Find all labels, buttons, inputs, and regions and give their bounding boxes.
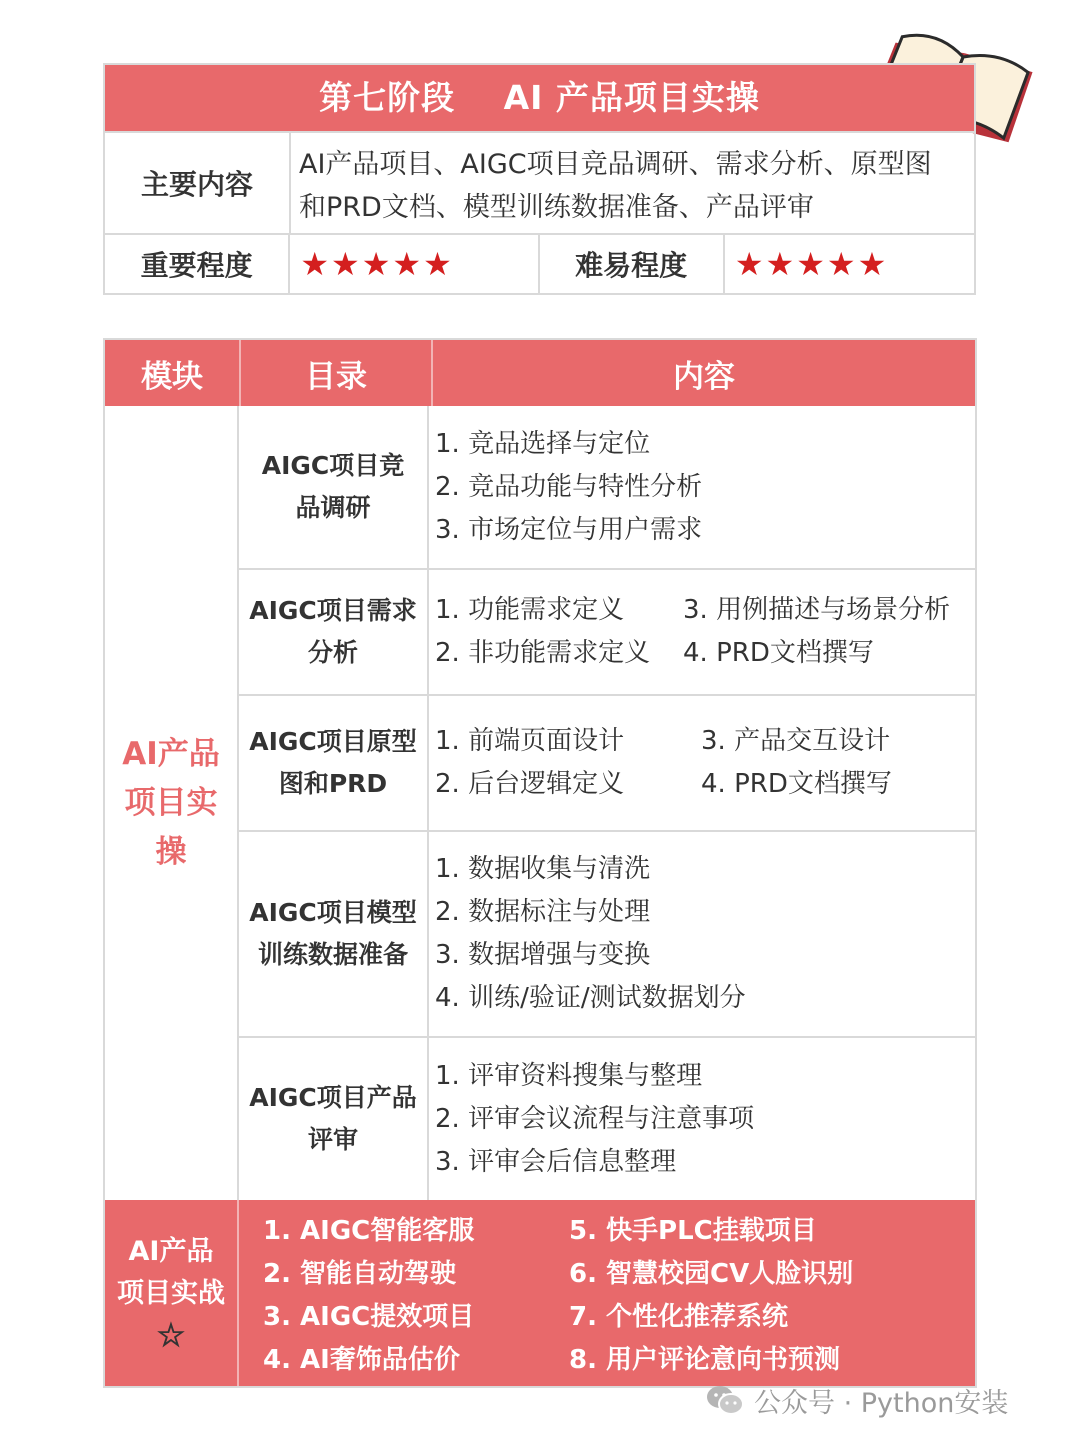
watermark-text: 公众号 · Python安装 [754,1387,1009,1419]
list-item: 2. 非功能需求定义 [435,638,651,668]
list-item: 3. 产品交互设计 [701,726,891,756]
list-item: 1. 前端页面设计 [435,726,625,756]
header-catalog: 目录 [241,340,433,406]
list-item: 2. 后台逻辑定义 [435,769,625,799]
row-title: AIGC项目原型 图和PRD [239,696,429,830]
table-row [239,1038,975,1200]
practice-item: 5. 快手PLC挂载项目 [569,1216,817,1246]
row-title: AIGC项目竞 品调研 [239,406,429,568]
table-row [239,570,975,696]
list-item: 2. 评审会议流程与注意事项 [435,1103,755,1134]
list-item: 1. 竞品选择与定位 [435,428,651,459]
star-icon: ☆ [156,1316,186,1354]
list-item: 4. PRD文档撰写 [701,769,892,799]
header-module: 模块 [105,340,241,406]
practice-label-line: AI产品 [128,1236,214,1267]
row-title: AIGC项目模型 训练数据准备 [239,832,429,1036]
practice-item: 7. 个性化推荐系统 [569,1302,789,1332]
practice-item: 1. AIGC智能客服 [263,1216,475,1246]
watermark [706,1380,1008,1420]
stage-title-bar [105,65,974,131]
list-item: 4. 训练/验证/测试数据划分 [435,983,746,1013]
content-label: 主要内容 [105,133,291,233]
stage-summary-table [103,63,976,295]
list-item: 3. 市场定位与用户需求 [435,514,703,545]
row-content [429,570,975,694]
list-item: 2. 数据标注与处理 [435,897,651,927]
table-row [239,832,975,1038]
list-item: 4. PRD文档撰写 [683,638,874,668]
practice-item: 6. 智慧校园CV人脸识别 [569,1259,854,1289]
table-row [239,406,975,570]
practice-label [105,1200,239,1386]
importance-stars: ★★★★★ [290,235,539,293]
list-item: 1. 功能需求定义 [435,595,625,625]
row-content [429,1038,975,1200]
content-text [291,133,974,233]
row-content [429,696,975,830]
importance-label: 重要程度 [105,235,290,293]
content-line: 和PRD文档、模型训练数据准备、产品评审 [299,192,814,223]
table-row [239,696,975,832]
difficulty-stars: ★★★★★ [734,245,889,283]
rating-row [105,233,974,293]
table-body [105,406,975,1200]
practice-item: 2. 智能自动驾驶 [263,1259,457,1289]
curriculum-table [103,338,977,1388]
list-item: 3. 评审会后信息整理 [435,1146,677,1177]
module-name: AI产品 项目实 操 [105,406,239,1200]
list-item: 2. 竞品功能与特性分析 [435,471,703,502]
practice-label-line: 项目实战 [117,1278,225,1309]
row-content [429,406,975,568]
header-content: 内容 [673,358,735,395]
practice-item: 3. AIGC提效项目 [263,1302,475,1332]
list-item: 3. 数据增强与变换 [435,940,651,970]
stage-title: AI 产品项目实操 [503,78,760,117]
row-title: AIGC项目产品 评审 [239,1038,429,1200]
table-header [105,340,975,406]
row-content [429,832,975,1036]
practice-item: 4. AI奢饰品估价 [263,1345,460,1375]
difficulty-label: 难易程度 [540,235,725,293]
wechat-icon [706,1384,744,1416]
practice-list [239,1200,975,1386]
list-item: 1. 评审资料搜集与整理 [435,1060,703,1091]
content-line: AI产品项目、AIGC项目竞品调研、需求分析、原型图 [299,149,932,180]
list-item: 3. 用例描述与场景分析 [683,595,951,625]
stage-label: 第七阶段 [319,78,456,117]
row-title: AIGC项目需求 分析 [239,570,429,694]
practice-item: 8. 用户评论意向书预测 [569,1345,841,1375]
content-row [105,131,974,233]
list-item: 1. 数据收集与清洗 [435,854,651,884]
practice-row [105,1200,975,1386]
